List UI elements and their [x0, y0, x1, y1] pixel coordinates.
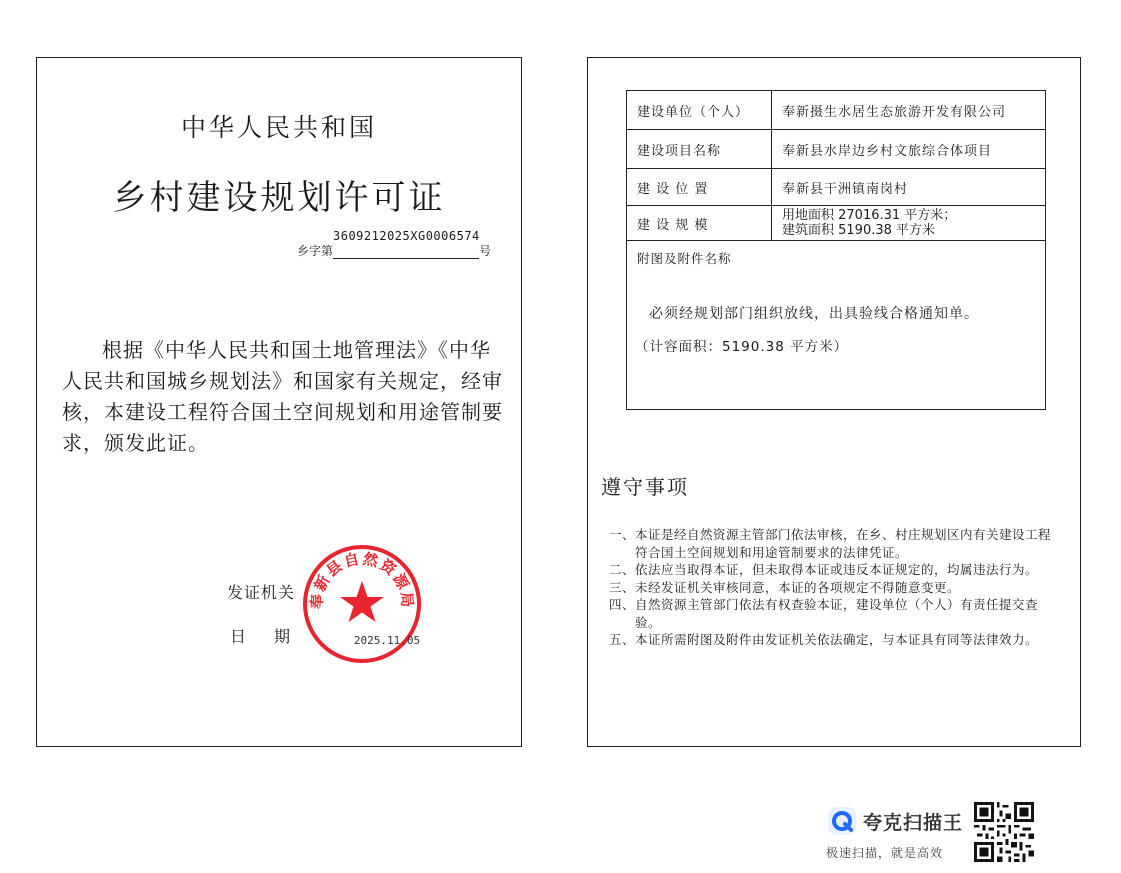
date-label: 日期: [230, 627, 319, 646]
note-text: 本证所需附图及附件由发证机关依法确定，与本证具有同等法律效力。: [635, 632, 1039, 647]
note-text: 依法应当取得本证，但未取得本证或违反本证规定的，均属违法行为。: [635, 562, 1039, 577]
attachments-text: 必须经规划部门组织放线，出具验线合格通知单。: [649, 306, 979, 322]
certificate-number: 3609212025XG0006574: [333, 229, 480, 243]
qr-code-icon: [974, 802, 1034, 862]
watermark-slogan: 极速扫描，就是高效: [826, 846, 944, 860]
building-area: 建筑面积 5190.38 平方米: [782, 223, 936, 238]
note-number: 三、: [609, 579, 636, 595]
cert-suffix: 号: [479, 244, 492, 258]
counted-area: （计容面积：5190.38 平方米）: [635, 339, 849, 355]
certificate-number-line: [297, 242, 491, 259]
project-value: 奉新县水岸边乡村文旅综合体项目: [772, 130, 1046, 169]
certificate-title: 乡村建设规划许可证: [112, 178, 446, 218]
note-number: 二、: [609, 562, 636, 577]
seal-text: 奉新县自然资源局: [307, 549, 417, 610]
list-item: [609, 579, 1059, 597]
attachments-label: 附图及附件名称: [637, 251, 732, 266]
builder-value: 奉新摄生水居生态旅游开发有限公司: [772, 91, 1046, 130]
builder-label: 建设单位（个人）: [627, 91, 772, 130]
list-item: [609, 631, 1059, 649]
basis-text: 根据《中华人民共和国土地管理法》《中华人民共和国城乡规划法》和国家有关规定，经审核，本建设工程符合国土空间规划和用途管制要求，颁发此证。: [62, 338, 503, 455]
table-row: [627, 169, 1046, 206]
issuance-basis: [62, 335, 507, 459]
project-label: 建设项目名称: [627, 130, 772, 169]
note-number: 一、: [609, 527, 636, 542]
country-name: 中华人民共和国: [180, 113, 377, 142]
cert-prefix: 乡字第: [297, 244, 334, 258]
list-item: [609, 561, 1059, 579]
permit-info-table: [626, 90, 1046, 410]
location-label: 建 设 位 置: [627, 169, 772, 206]
seal-date: 2025.11.05: [353, 634, 421, 647]
note-text: 本证是经自然资源主管部门依法审核，在乡、村庄规划区内有关建设工程符合国土空间规划和用途管制要求的法律凭证。: [635, 527, 1052, 560]
quark-logo-icon: [827, 806, 857, 836]
note-text: 未经发证机关审核同意，本证的各项规定不得随意变更。: [635, 579, 961, 595]
scale-label: 建 设 规 模: [627, 206, 772, 241]
table-row: [627, 241, 1046, 410]
watermark-app-name: 夸克扫描王: [863, 812, 964, 834]
note-number: 四、: [609, 597, 636, 612]
permit-details-page: [587, 57, 1081, 747]
note-number: 五、: [609, 632, 636, 647]
table-row: [627, 206, 1046, 241]
scale-value: [772, 206, 1046, 241]
notes-title: 遵守事项: [601, 475, 689, 499]
table-row: [627, 91, 1046, 130]
cert-number-underline: [333, 246, 479, 259]
list-item: [609, 596, 1059, 631]
land-area: 用地面积 27016.31 平方米；: [782, 208, 957, 223]
note-text: 自然资源主管部门依法有权查验本证，建设单位（个人）有责任提交查验。: [635, 597, 1039, 630]
seal-star-icon: [340, 581, 384, 622]
permit-cover-page: [36, 57, 522, 747]
official-seal: [301, 543, 423, 665]
attachments-cell: [627, 241, 1046, 410]
notes-list: [609, 526, 1059, 649]
issuer-label: 发证机关: [227, 583, 296, 602]
list-item: [609, 526, 1059, 561]
table-row: [627, 130, 1046, 169]
location-value: 奉新县干洲镇南岗村: [772, 169, 1046, 206]
